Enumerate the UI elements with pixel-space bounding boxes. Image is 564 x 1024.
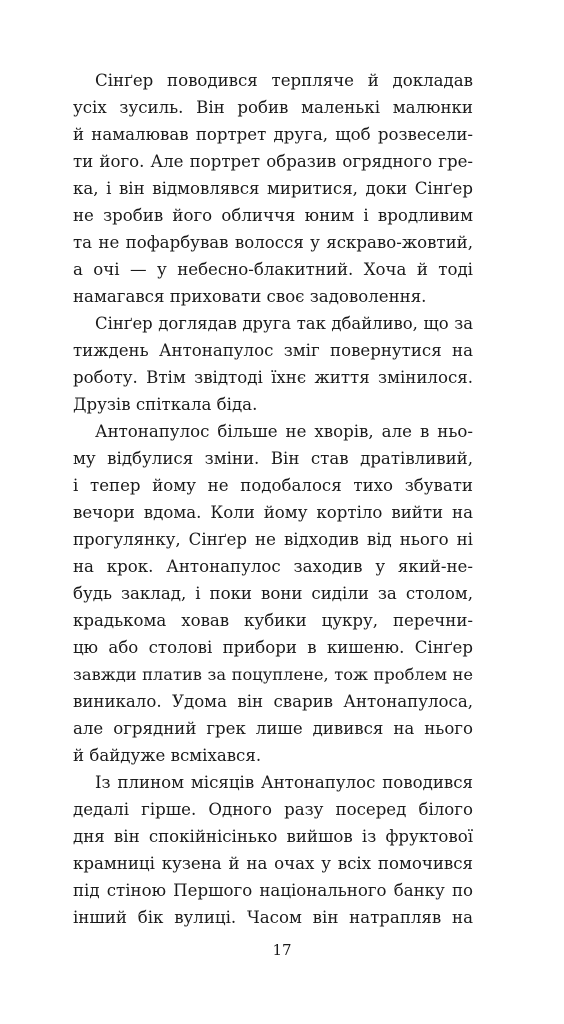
text-line: будь заклад, і поки вони сиділи за столом, [73, 584, 473, 603]
text-line: але огрядний грек лише дивився на нього [73, 719, 473, 738]
text-line: прогулянку, Сінґер не відходив від нього ні [73, 530, 473, 549]
text-line: усіх зусиль. Він робив маленькі малюнки [73, 98, 473, 117]
text-line: дедалі гірше. Одного разу посеред білого [73, 800, 473, 819]
text-line: ка, і він відмовлявся миритися, доки Сінґер [73, 179, 473, 198]
text-line: та не пофарбував волосся у яскраво-жовтий, [73, 233, 473, 252]
text-line: й намалював портрет друга, щоб розвесели- [73, 125, 473, 144]
text-line: Із плином місяців Антонапулос поводився [95, 773, 473, 792]
text-line: а очі — у небесно-блакитний. Хоча й тоді [73, 260, 473, 279]
text-line: інший бік вулиці. Часом він натрапляв на [73, 908, 473, 927]
text-line: на крок. Антонапулос заходив у який-не- [73, 557, 473, 576]
text-line: і тепер йому не подобалося тихо збувати [73, 476, 473, 495]
text-line: му відбулися зміни. Він став дратівливий, [73, 449, 473, 468]
text-line: роботу. Втім звідтоді їхнє життя змінилося. [73, 368, 473, 387]
text-line: під стіною Першого національного банку по [73, 881, 473, 900]
text-line: ти його. Але портрет образив огрядного гре- [73, 152, 473, 171]
page-number: 17 [272, 941, 292, 959]
text-line: й байдуже всміхався. [73, 746, 262, 765]
text-line: дня він спокійнісінько вийшов із фруктової [73, 827, 473, 846]
text-line: Сінґер поводився терпляче й докладав [95, 71, 473, 90]
text-line: намагався приховати своє задоволення. [73, 287, 427, 306]
text-line: виникало. Удома він сварив Антонапулоса, [73, 692, 473, 711]
text-line: завжди платив за поцуплене, тож проблем не [73, 665, 473, 684]
text-line: вечори вдома. Коли йому кортіло вийти на [73, 503, 473, 522]
text-line: крамниці кузена й на очах у всіх помочився [73, 854, 473, 873]
text-line: Антонапулос більше не хворів, але в ньо- [95, 422, 473, 441]
text-line: Сінґер доглядав друга так дбайливо, що за [95, 314, 473, 333]
text-line: не зробив його обличчя юним і вродливим [73, 206, 473, 225]
text-line: крадькома ховав кубики цукру, перечни- [73, 611, 473, 630]
text-line: цю або столові прибори в кишеню. Сінґер [73, 638, 473, 657]
body-text [73, 67, 473, 931]
text-line: тиждень Антонапулос зміг повернутися на [73, 341, 473, 360]
text-line: Друзів спіткала біда. [73, 395, 258, 414]
